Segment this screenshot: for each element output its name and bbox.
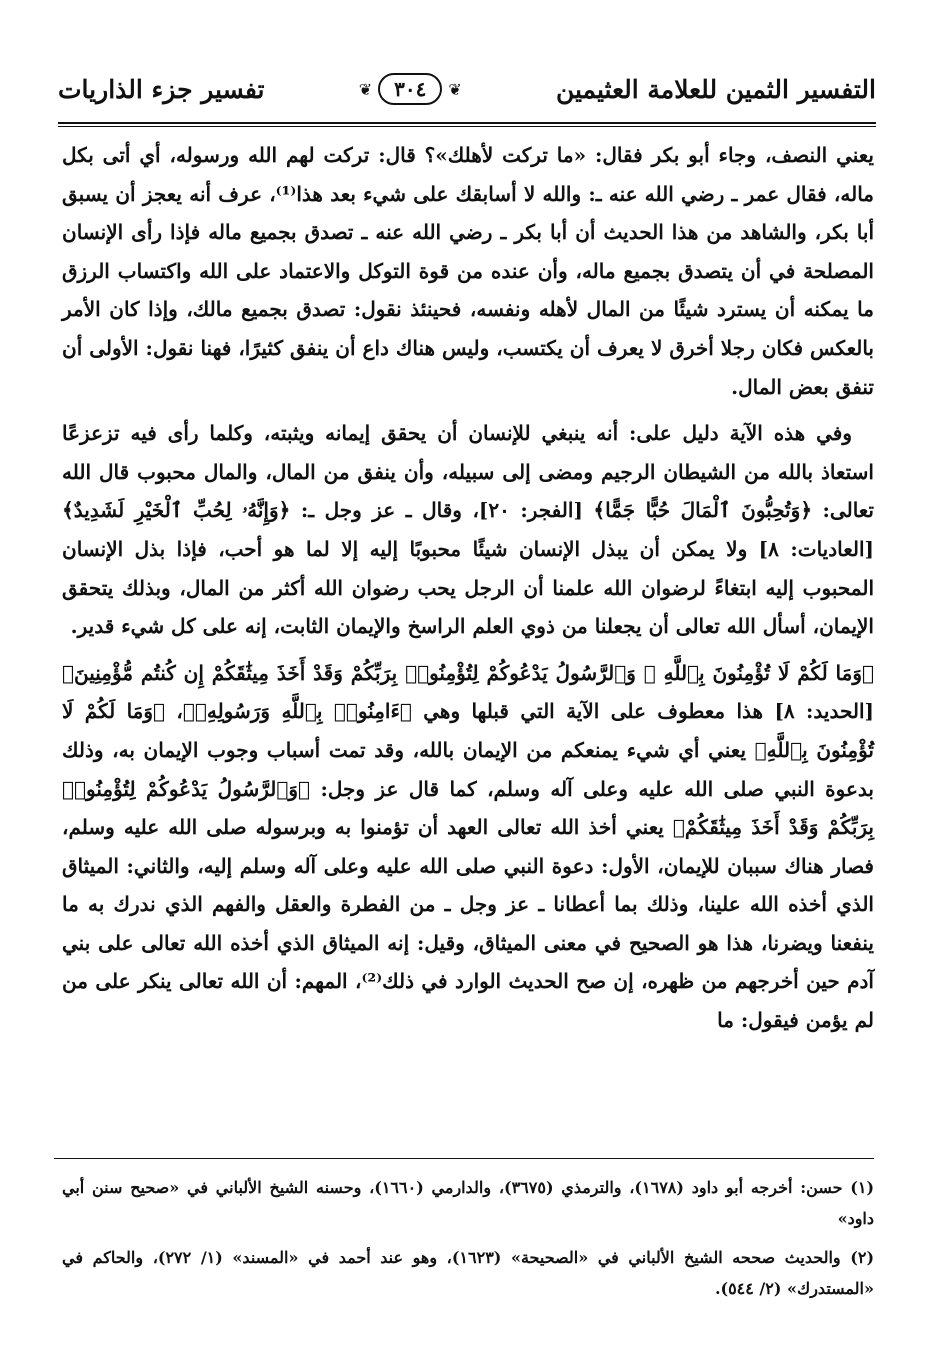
main-text	[62, 136, 874, 1040]
ornament-left-icon: ❦	[358, 79, 373, 99]
ornament-right-icon: ❦	[448, 79, 462, 99]
page-number: ٣٠٤	[378, 73, 442, 105]
paragraph-2: وفي هذه الآية دليل على: أنه ينبغي للإنسان أن يحقق إيمانه ويثبته، وكلما رأى فيه تزعزعًا استعاذ بالله من الشيطان الرجيم ومضى إلى سبيله، وأن ينفق من المال، والمال محبوب قال الله تعالى: ﴿وَتُحِبُّونَ ٱلْمَالَ حُبًّا جَمًّا﴾ [الفجر: ٢٠]، وقال ـ عز وجل ـ: ﴿وَإِنَّهُۥ لِحُبِّ ٱلْخَيْرِ لَشَدِيدٌ﴾ [العاديات: ٨] ولا يمكن أن يبذل الإنسان شيئًا محبوبًا إليه إلا لما هو أحب، فإذا بذل الإنسان المحبوب إليه ابتغاءً لرضوان الله علمنا أن الرجل يحب رضوان الله أكثر من المال، وبذلك يتحقق الإيمان، أسأل الله تعالى أن يجعلنا من ذوي العلم الراسخ والإيمان الثابت، إنه على كل شيء قدير.	[62, 421, 875, 639]
header-rule	[58, 122, 876, 127]
paragraph-3: ﴿وَمَا لَكُمْ لَا تُؤْمِنُونَ بِٱللَّهِ ۙ وَٱلرَّسُولُ يَدْعُوكُمْ لِتُؤْمِنُوا۟ بِرَبِّكُمْ وَقَدْ أَخَذَ مِيثَٰقَكُمْ إِن كُنتُم مُّؤْمِنِينَ﴾ [الحديد: ٨] هذا معطوف على الآية التي قبلها وهي ﴿ءَامِنُوا۟ بِٱللَّهِ وَرَسُولِهِۦ﴾، ﴿وَمَا لَكُمْ لَا تُؤْمِنُونَ بِٱللَّهِ﴾ يعني أي شيء يمنعكم من الإيمان بالله، وقد تمت أسباب وجوب الإيمان به، وذلك بدعوة النبي صلى الله عليه وعلى آله وسلم، كما قال عز وجل: ﴿وَٱلرَّسُولُ يَدْعُوكُمْ لِتُؤْمِنُوا۟ بِرَبِّكُمْ وَقَدْ أَخَذَ مِيثَٰقَكُمْ﴾ يعني أخذ الله تعالى العهد أن تؤمنوا به وبرسوله صلى الله عليه وسلم، فصار هناك سببان للإيمان، الأول: دعوة النبي صلى الله عليه وعلى آله وسلم إليه، والثاني: الميثاق الذي أخذه الله علينا، وذلك بما أعطانا ـ عز وجل ـ من الفطرة والعقل والفهم الذي ندرك به ما ينفعنا ويضرنا، هذا هو الصحيح في معنى الميثاق، وقيل: إنه الميثاق الذي أخذه الله تعالى على بني آدم حين أخرجهم من ظهره، إن صح الحديث الوارد في ذلك⁽²⁾، المهم: أن الله تعالى ينكر على من لم يؤمن فيقول: ما	[62, 660, 875, 1033]
paragraph-1: يعني النصف، وجاء أبو بكر فقال: «ما تركت لأهلك»؟ قال: تركت لهم الله ورسوله، أي أتى بكل ماله، فقال عمر ـ رضي الله عنه ـ: والله لا أسابقك على شيء بعد هذا⁽¹⁾، عرف أنه يعجز أن يسبق أبا بكر، والشاهد من هذا الحديث أن أبا بكر ـ رضي الله عنه ـ تصدق بجميع ماله فإذا رأى الإنسان المصلحة في أن يتصدق بجميع ماله، وأن عنده من قوة التوكل والاعتماد على الله واكتساب الرزق ما يمكنه أن يسترد شيئًا من المال لأهله ونفسه، فحينئذ نقول: تصدق بجميع مالك، وإذا كان الأمر بالعكس فكان رجلا أخرق لا يعرف أن يكتسب، وليس هناك داع أن ينفق كثيرًا، فهنا نقول: الأولى أن تنفق بعض المال.	[62, 143, 874, 399]
page-number-ornament	[359, 73, 462, 105]
footnotes	[62, 1172, 874, 1304]
book-title: التفسير الثمين للعلامة العثيمين	[555, 74, 876, 104]
page-header	[58, 60, 876, 118]
juz-title: تفسير جزء الذاريات	[58, 74, 265, 104]
footnote-2: (٢) والحديث صححه الشيخ الألباني في «الصحيحة» (١٦٢٣)، وهو عند أحمد في «المسند» (١/ ٢٧٢)، والحاكم في «المستدرك» (٢/ ٥٤٤).	[62, 1248, 875, 1298]
footnote-rule	[54, 1158, 874, 1159]
footnote-1: (١) حسن: أخرجه أبو داود (١٦٧٨)، والترمذي (٣٦٧٥)، والدارمي (١٦٦٠)، وحسنه الشيخ الألباني في «صحيح سنن أبي داود»	[62, 1178, 875, 1228]
